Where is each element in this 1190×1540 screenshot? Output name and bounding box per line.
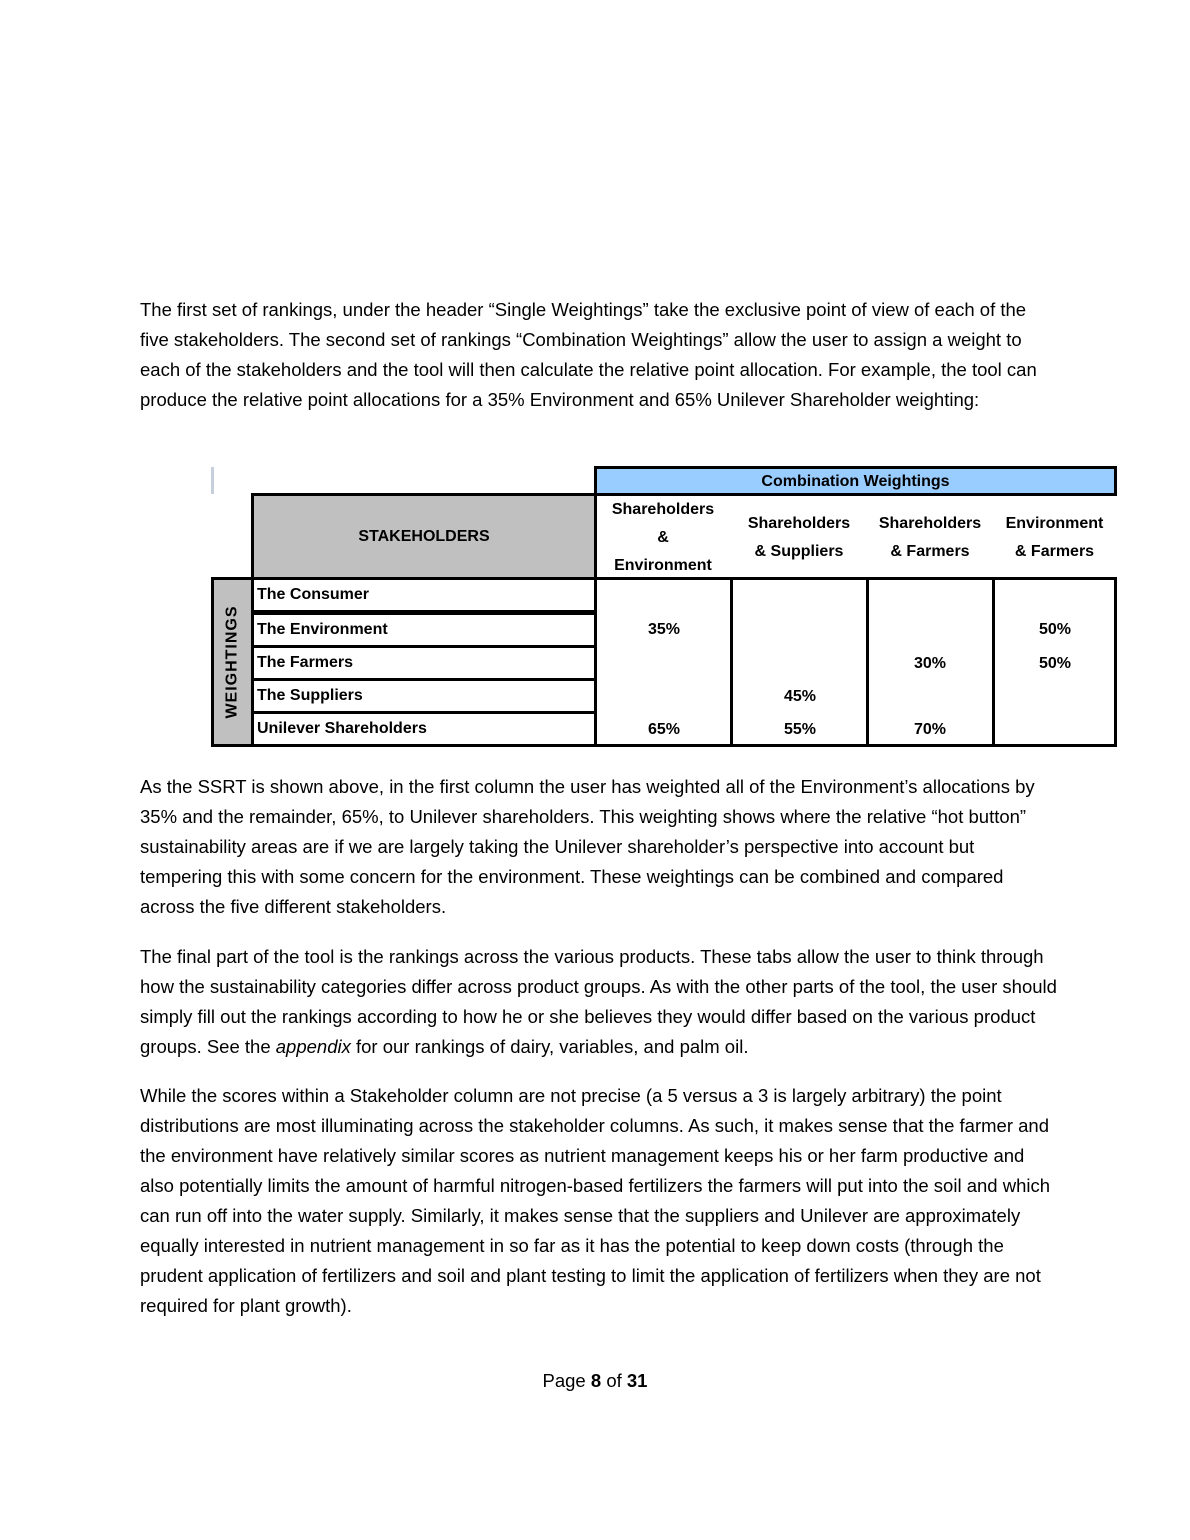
combination-weightings-header: Combination Weightings [594, 466, 1117, 495]
column-header-line: Shareholders [611, 501, 715, 518]
row-label-unilever-shareholders: Unilever Shareholders [251, 711, 597, 747]
row-label-environment: The Environment [251, 612, 597, 648]
value-cell: 50% [1038, 655, 1072, 672]
paragraph-text: The final part of the tool is the rankings across the various products. These tabs allow the user to think through how the sustainability categories differ across product groups. As with the other parts of the tool, the user should simply fill out the rankings according to how he or she believes they would differ based on the various product groups. See the [140, 946, 1057, 1057]
column-header-line: Shareholders [878, 515, 982, 532]
value-cell: 45% [783, 688, 817, 705]
column-header-shareholders-environment [594, 493, 732, 580]
paragraph-text: for our rankings of dairy, variables, and palm oil. [350, 1036, 749, 1057]
row-label-farmers: The Farmers [251, 645, 597, 681]
selection-marker [211, 467, 214, 494]
column-header-line: & Farmers [1014, 543, 1095, 560]
page-number: 8 [590, 1370, 602, 1391]
of-label: of [606, 1370, 622, 1391]
value-cell: 65% [647, 721, 681, 738]
column-header-line: & [657, 529, 669, 546]
column-header-shareholders-farmers [866, 493, 994, 580]
value-cell: 70% [913, 721, 947, 738]
column-header-shareholders-suppliers [730, 493, 868, 580]
appendix-reference: appendix [275, 1036, 351, 1057]
column-header-line: Environment [614, 557, 712, 574]
stakeholders-header: STAKEHOLDERS [251, 493, 597, 580]
paragraph-score-distribution: While the scores within a Stakeholder column are not precise (a 5 versus a 3 is largely arbitrary) the point distributions are most illuminating across the stakeholder columns. As such, it makes sense that the farmer and the environment have relatively similar scores as nutrient management keeps his or her farm productive and also potentially limits the amount of harmful nitrogen-based fertilizers the farmers will put into the soil and which can run off into the water supply. Similarly, it makes sense that the suppliers and Unilever are approximately equally interested in nutrient management in so far as it has the potential to keep down costs (through the prudent application of fertilizers and soil and plant testing to limit the application of fertilizers when they are not required for plant growth). [140, 1085, 1051, 1316]
value-cell: 55% [783, 721, 817, 738]
paragraph-product-rankings [140, 942, 1060, 1062]
paragraph-intro: The first set of rankings, under the header “Single Weightings” take the exclusive point of view of each of the five stakeholders. The second set of rankings “Combination Weightings” allow the user to assign a weight to each of the stakeholders and the tool will then calculate the relative point allocation. For example, the tool can produce the relative point allocations for a 35% Environment and 65% Unilever Shareholder weighting: [140, 299, 1037, 410]
value-cell: 50% [1038, 621, 1072, 638]
weightings-label-text: WEIGHTINGS [223, 605, 241, 719]
value-cell: 30% [913, 655, 947, 672]
value-cell: 35% [647, 621, 681, 638]
row-label-suppliers: The Suppliers [251, 678, 597, 714]
grid-line [594, 744, 1117, 747]
paragraph-ssrt-explanation: As the SSRT is shown above, in the first column the user has weighted all of the Environment’s allocations by 35% and the remainder, 65%, to Unilever shareholders. This weighting shows where the relative “hot button” sustainability areas are if we are largely taking the Unilever shareholder’s perspective into account but tempering this with some concern for the environment. These weightings can be combined and compared across the five different stakeholders. [140, 776, 1035, 917]
row-label-consumer: The Consumer [251, 577, 597, 613]
column-header-line: Shareholders [747, 515, 851, 532]
weightings-side-label [211, 577, 254, 747]
grid-line [594, 577, 1117, 580]
column-header-environment-farmers [992, 493, 1117, 580]
column-header-line: & Suppliers [754, 543, 844, 560]
total-pages: 31 [626, 1370, 648, 1391]
column-header-line: & Farmers [890, 543, 970, 560]
page-footer [0, 1370, 1190, 1392]
column-header-line: Environment [1005, 515, 1104, 532]
page-label: Page [542, 1370, 586, 1391]
